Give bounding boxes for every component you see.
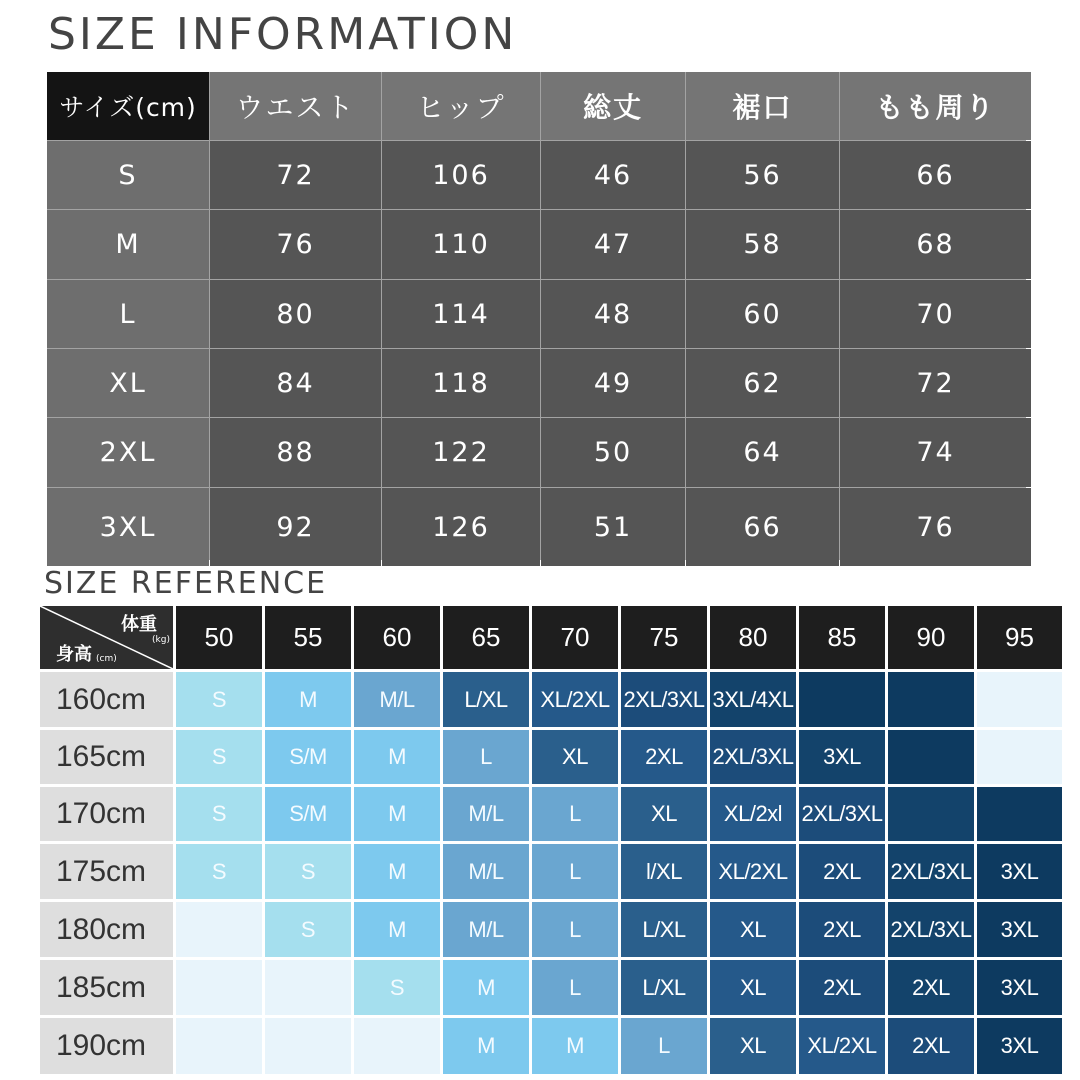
size-label-cell: M	[47, 210, 209, 279]
measurement-cell: 122	[382, 418, 540, 487]
size-recommendation-cell: XL	[710, 1018, 796, 1074]
measurement-cell: 72	[840, 349, 1031, 417]
size-recommendation-cell	[176, 960, 262, 1015]
size-recommendation-cell	[176, 1018, 262, 1074]
size-recommendation-cell: 3XL	[977, 1018, 1062, 1074]
size-recommendation-cell: S/M	[265, 730, 351, 784]
weight-column-header: 85	[799, 606, 885, 669]
weight-column-header: 70	[532, 606, 618, 669]
size-recommendation-cell: 2XL	[799, 960, 885, 1015]
size-recommendation-cell: 2XL	[888, 960, 974, 1015]
size-label-cell: S	[47, 141, 209, 209]
measurement-cell: 76	[210, 210, 381, 279]
size-table-header: ウエスト	[210, 72, 381, 140]
measurement-cell: 68	[840, 210, 1031, 279]
weight-column-header: 60	[354, 606, 440, 669]
size-recommendation-cell: XL	[621, 787, 707, 841]
measurement-cell: 46	[541, 141, 685, 209]
size-recommendation-cell: M	[354, 902, 440, 957]
size-recommendation-cell	[888, 787, 974, 841]
size-recommendation-cell: L/XL	[443, 672, 529, 727]
size-recommendation-cell: S	[176, 844, 262, 899]
size-recommendation-cell: 3XL	[977, 902, 1062, 957]
size-recommendation-cell: 2XL/3XL	[799, 787, 885, 841]
measurement-cell: 48	[541, 280, 685, 348]
reference-corner-header	[40, 606, 173, 669]
weight-unit: (kg)	[152, 635, 170, 645]
height-row-label: 190cm	[40, 1018, 173, 1074]
measurement-cell: 118	[382, 349, 540, 417]
size-recommendation-cell: M/L	[443, 844, 529, 899]
size-recommendation-cell	[977, 730, 1062, 784]
size-recommendation-cell	[176, 902, 262, 957]
measurement-cell: 80	[210, 280, 381, 348]
measurement-cell: 70	[840, 280, 1031, 348]
size-recommendation-cell: S	[354, 960, 440, 1015]
size-recommendation-cell: L	[443, 730, 529, 784]
size-recommendation-cell: M	[443, 960, 529, 1015]
size-recommendation-cell: L	[532, 787, 618, 841]
size-recommendation-cell: S	[265, 844, 351, 899]
size-recommendation-cell: 3XL	[799, 730, 885, 784]
size-recommendation-cell: 2XL/3XL	[710, 730, 796, 784]
size-table-header: ヒップ	[382, 72, 540, 140]
size-recommendation-cell	[977, 787, 1062, 841]
measurement-cell: 74	[840, 418, 1031, 487]
size-recommendation-cell: M	[532, 1018, 618, 1074]
size-recommendation-cell: 2XL/3XL	[888, 844, 974, 899]
size-recommendation-cell: M	[443, 1018, 529, 1074]
size-table-header: サイズ(cm)	[47, 72, 209, 140]
size-recommendation-cell: L	[532, 902, 618, 957]
size-reference-chart	[40, 606, 1039, 1062]
size-recommendation-cell: XL/2XL	[799, 1018, 885, 1074]
size-reference-title: SIZE REFERENCE	[44, 566, 328, 601]
size-recommendation-cell	[799, 672, 885, 727]
weight-column-header: 75	[621, 606, 707, 669]
size-recommendation-cell: S	[176, 787, 262, 841]
size-recommendation-cell: L	[532, 960, 618, 1015]
measurement-cell: 50	[541, 418, 685, 487]
size-recommendation-cell: S/M	[265, 787, 351, 841]
size-label-cell: L	[47, 280, 209, 348]
height-label: 身高	[56, 644, 92, 665]
size-table-header: 総丈	[541, 72, 685, 140]
measurement-cell: 56	[686, 141, 839, 209]
height-row-label: 160cm	[40, 672, 173, 727]
size-recommendation-cell: M/L	[443, 902, 529, 957]
measurement-cell: 66	[840, 141, 1031, 209]
height-row-label: 170cm	[40, 787, 173, 841]
size-recommendation-cell: XL	[532, 730, 618, 784]
size-recommendation-cell: L	[532, 844, 618, 899]
size-recommendation-cell: XL/2xl	[710, 787, 796, 841]
size-recommendation-cell: S	[265, 902, 351, 957]
weight-column-header: 65	[443, 606, 529, 669]
weight-column-header: 55	[265, 606, 351, 669]
size-recommendation-cell: M	[354, 844, 440, 899]
height-row-label: 185cm	[40, 960, 173, 1015]
measurement-cell: 58	[686, 210, 839, 279]
height-row-label: 165cm	[40, 730, 173, 784]
page-title: SIZE INFORMATION	[48, 9, 518, 60]
measurement-cell: 84	[210, 349, 381, 417]
weight-column-header: 80	[710, 606, 796, 669]
measurement-cell: 51	[541, 488, 685, 566]
measurement-cell: 60	[686, 280, 839, 348]
size-recommendation-cell: 2XL	[621, 730, 707, 784]
size-recommendation-cell: M/L	[354, 672, 440, 727]
size-recommendation-cell: 3XL/4XL	[710, 672, 796, 727]
size-recommendation-cell	[265, 960, 351, 1015]
size-table-header: 裾口	[686, 72, 839, 140]
size-recommendation-cell: L	[621, 1018, 707, 1074]
size-recommendation-cell: 2XL/3XL	[888, 902, 974, 957]
size-recommendation-cell: 3XL	[977, 844, 1062, 899]
size-recommendation-cell: 2XL	[799, 844, 885, 899]
measurement-cell: 66	[686, 488, 839, 566]
size-table-header: もも周り	[840, 72, 1031, 140]
weight-label: 体重	[121, 614, 157, 635]
size-recommendation-cell: L/XL	[621, 960, 707, 1015]
size-recommendation-cell: 3XL	[977, 960, 1062, 1015]
measurement-cell: 64	[686, 418, 839, 487]
size-recommendation-cell: XL/2XL	[532, 672, 618, 727]
size-recommendation-cell: 2XL	[888, 1018, 974, 1074]
size-recommendation-cell: S	[176, 672, 262, 727]
size-recommendation-cell: XL	[710, 960, 796, 1015]
measurement-cell: 47	[541, 210, 685, 279]
size-recommendation-cell	[977, 672, 1062, 727]
size-recommendation-cell: M	[265, 672, 351, 727]
size-recommendation-cell: XL	[710, 902, 796, 957]
measurement-cell: 106	[382, 141, 540, 209]
measurement-cell: 49	[541, 349, 685, 417]
weight-column-header: 50	[176, 606, 262, 669]
size-information-table	[47, 72, 1026, 560]
size-recommendation-cell: l/XL	[621, 844, 707, 899]
size-recommendation-cell: M	[354, 730, 440, 784]
height-unit: (cm)	[96, 654, 117, 664]
measurement-cell: 72	[210, 141, 381, 209]
measurement-cell: 114	[382, 280, 540, 348]
size-recommendation-cell: M	[354, 787, 440, 841]
size-recommendation-cell: L/XL	[621, 902, 707, 957]
size-label-cell: XL	[47, 349, 209, 417]
size-recommendation-cell: S	[176, 730, 262, 784]
size-label-cell: 2XL	[47, 418, 209, 487]
measurement-cell: 110	[382, 210, 540, 279]
measurement-cell: 76	[840, 488, 1031, 566]
size-recommendation-cell: 2XL/3XL	[621, 672, 707, 727]
measurement-cell: 92	[210, 488, 381, 566]
height-row-label: 180cm	[40, 902, 173, 957]
height-row-label: 175cm	[40, 844, 173, 899]
size-recommendation-cell: 2XL	[799, 902, 885, 957]
size-recommendation-cell: M/L	[443, 787, 529, 841]
measurement-cell: 88	[210, 418, 381, 487]
measurement-cell: 126	[382, 488, 540, 566]
size-recommendation-cell	[265, 1018, 351, 1074]
weight-column-header: 90	[888, 606, 974, 669]
measurement-cell: 62	[686, 349, 839, 417]
size-recommendation-cell	[888, 730, 974, 784]
weight-column-header: 95	[977, 606, 1062, 669]
size-recommendation-cell	[354, 1018, 440, 1074]
size-label-cell: 3XL	[47, 488, 209, 566]
size-recommendation-cell	[888, 672, 974, 727]
size-recommendation-cell: XL/2XL	[710, 844, 796, 899]
